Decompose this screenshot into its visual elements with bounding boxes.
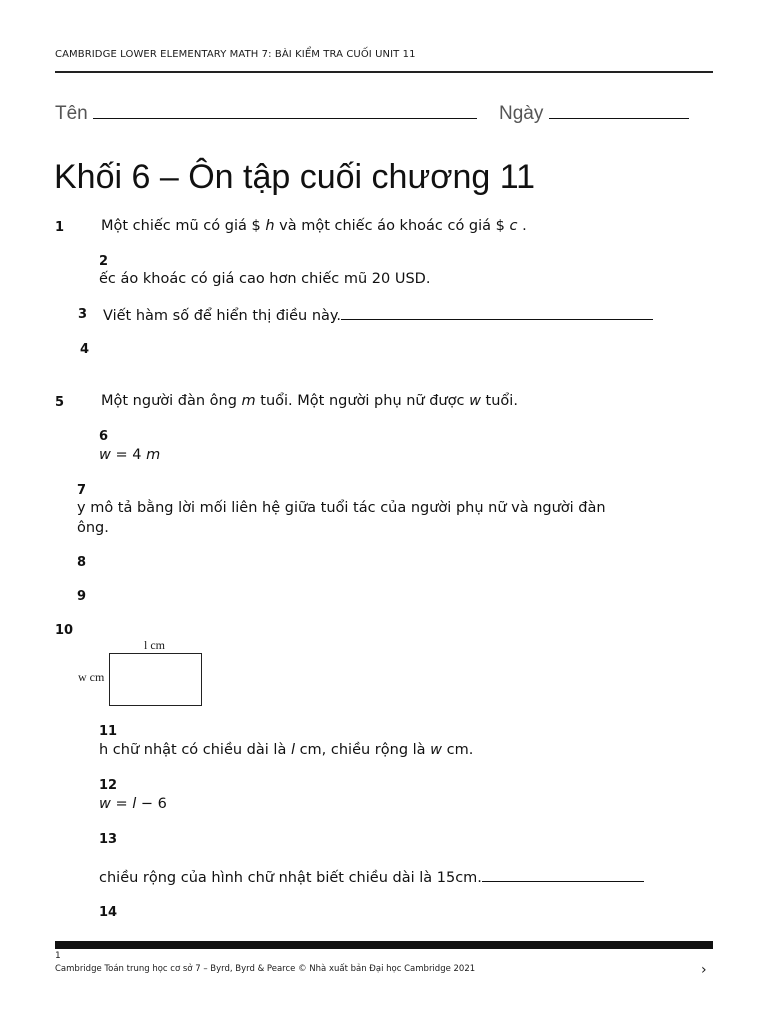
name-field [55, 103, 477, 125]
rectangle-figure [78, 638, 208, 710]
date-blank[interactable] [549, 105, 689, 119]
footer-rule [55, 941, 713, 949]
question-number-2: 2 [99, 254, 109, 269]
footer-copyright: Cambridge Toán trung học cơ sở 7 – Byrd, Byrd & Pearce © Nhà xuất bản Đại học Cambridge 2021 [55, 964, 476, 974]
question-13-text: chiều rộng của hình chữ nhật biết chiều dài là 15cm. [99, 868, 644, 886]
question-number-6: 6 [99, 429, 109, 444]
question-number-10: 10 [55, 623, 74, 638]
answer-blank-3[interactable] [341, 306, 653, 320]
question-number-9: 9 [77, 589, 87, 604]
question-number-5: 5 [55, 395, 65, 410]
date-field [499, 103, 689, 125]
question-number-14: 14 [99, 905, 118, 920]
next-page-icon[interactable]: › [701, 962, 707, 978]
rectangle-shape [109, 653, 202, 706]
running-header: CAMBRIDGE LOWER ELEMENTARY MATH 7: BÀI KIỂM TRA CUỐI UNIT 11 [55, 49, 416, 60]
question-number-7: 7 [77, 483, 87, 498]
question-number-12: 12 [99, 778, 118, 793]
question-5-text: Một người đàn ông m tuổi. Một người phụ nữ được w tuổi. [101, 393, 518, 409]
question-6-equation: w = 4 m [99, 447, 161, 463]
question-7-text-line2: ông. [77, 520, 109, 536]
question-number-8: 8 [77, 555, 87, 570]
question-number-4: 4 [80, 342, 90, 357]
question-11-text: h chữ nhật có chiều dài là l cm, chiều rộng là w cm. [99, 742, 474, 758]
question-7-text-line1: y mô tả bằng lời mối liên hệ giữa tuổi tác của người phụ nữ và người đàn [77, 500, 606, 516]
question-2-text: ếc áo khoác có giá cao hơn chiếc mũ 20 USD. [99, 271, 431, 287]
name-blank[interactable] [93, 105, 477, 119]
answer-blank-13[interactable] [482, 868, 644, 882]
question-number-3: 3 [78, 307, 88, 322]
name-label: Tên [55, 103, 94, 124]
question-number-11: 11 [99, 724, 118, 739]
question-1-text: Một chiếc mũ có giá $ h và một chiếc áo khoác có giá $ c . [101, 218, 527, 234]
rectangle-width-label: w cm [78, 670, 105, 684]
page-number: 1 [55, 951, 61, 961]
question-12-equation: w = l − 6 [99, 796, 167, 812]
header-rule [55, 71, 713, 73]
page-title: Khối 6 – Ôn tập cuối chương 11 [54, 158, 536, 196]
rectangle-length-label: l cm [144, 638, 165, 652]
date-label: Ngày [499, 103, 549, 124]
question-3-text: Viết hàm số để hiển thị điều này. [103, 306, 653, 324]
question-number-13: 13 [99, 832, 118, 847]
question-number-1: 1 [55, 220, 65, 235]
